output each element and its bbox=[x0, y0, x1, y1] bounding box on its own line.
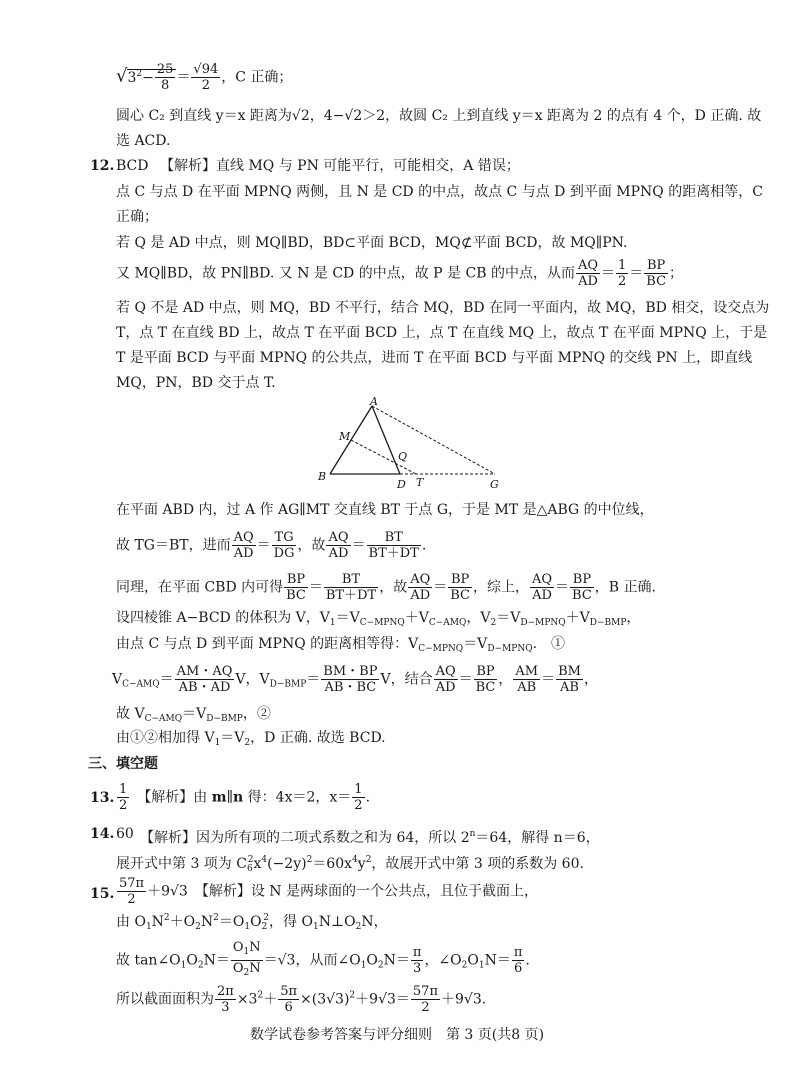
q13-number: 13. bbox=[90, 790, 115, 806]
q12-line-11-text: 故 TG＝BT，进而 bbox=[116, 537, 231, 554]
q12-line-6: 若 Q 不是 AD 中点，则 MQ，BD 不平行，结合 MQ，BD 在同一平面内，故 MQ，BD 相交，设交点为 bbox=[116, 300, 770, 316]
q11-d-line: 圆心 C₂ 到直线 y＝x 距离为√2，4−√2＞2，故圆 C₂ 上到直线 y＝x 距离为 2 的点有 4 个，D 正确. 故 bbox=[116, 108, 762, 124]
q14-line-2: 展开式中第 3 项为 $C_6^2x^4(-2y)^2=60x^4y^2$，故展开式中第 3 项的系数为 60. bbox=[116, 855, 584, 874]
segment-AG bbox=[372, 406, 495, 474]
q15-line-3: 故 $\tan\angle O_1O_2N=$ $\frac{O_1N}{O_2N}$ ＝√3，从而$\angle O_1O_2N=$ $\frac{\pi}{3}$ ，$\angle O_2O_1N=$ $\frac{\pi}{6}$ . bbox=[116, 940, 530, 978]
q14-answer: 60 bbox=[116, 826, 134, 842]
q12-line-5-text: 又 MQ∥BD，故 PN∥BD. 又 N 是 CD 的中点，故 P 是 CB 的中点，从而 bbox=[116, 265, 575, 282]
q15-line-2: 由 $O_1N^2+O_2N^2=O_1O_2^2$，得 $O_1N\perp O_2N$， bbox=[116, 913, 388, 932]
q12-line-8: T 是平面 BCD 与平面 MPNQ 的公共点，进而 T 在平面 BCD 与平面 MPNQ 的交线 PN 上，即直线 bbox=[116, 350, 753, 366]
q15-line-1: $\frac{57\pi}{2}$ ＋9√3 【解析】设 N 是两球面的一个公共点，且位于截面上， bbox=[119, 876, 538, 907]
label-Q: Q bbox=[398, 450, 408, 463]
q15-number: 15. bbox=[90, 886, 115, 902]
q12-number: 12. bbox=[90, 158, 115, 174]
q11-conclusion: 选 ACD. bbox=[116, 133, 171, 149]
q12-line-12-text: 同理，在平面 CBD 内可得 bbox=[116, 579, 284, 596]
page-footer: 数学试卷参考答案与评分细则 第 3 页(共8 页) bbox=[249, 1027, 545, 1043]
q12-line-14: 由点 C 与点 D 到平面 MPNQ 的距离相等得：$V_{C-MPNQ}=V_{D-MPNQ}$. ① bbox=[116, 636, 566, 654]
q12-line-15: $V_{C-AMQ}=$ $\frac{AM・AQ}{AB・AD}$ V，$V_{D-BMP}=$ $\frac{BM・BP}{AB・BC}$ V，结合 $\frac{AQ}{AD}$ ＝ $\frac{BP}{BC}$ ， $\frac{AM}{AB}$ ＝ $\frac{BM}{AB}$ ， bbox=[112, 664, 598, 695]
q12-line-7: T，点 T 在直线 BD 上，故点 T 在平面 BCD 上，点 T 在直线 MQ 上，故点 T 在平面 MPNQ 上，于是 bbox=[116, 325, 768, 341]
q12-line-11: 故 TG＝BT，进而 $\frac{AQ}{AD}$ ＝ $\frac{TG}{DG}$ ，故 $\frac{AQ}{AD}$ ＝ $\frac{BT}{BT+DT}$ . bbox=[116, 530, 427, 561]
label-M: M bbox=[339, 430, 351, 443]
q15-line-4: 所以截面面积为 $\frac{2\pi}{3}$ $\times 3^2+$ $\frac{5\pi}{6}$ $\times(3√3)^2+9√3=$ $\frac{57\pi}{2}$ ＋9√3. bbox=[116, 984, 487, 1015]
label-G: G bbox=[490, 478, 499, 491]
q13-line-1: $\frac{1}{2}$ 【解析】由 m∥n 得：4x＝2，x＝ $\frac{1}{2}$ . bbox=[119, 782, 371, 813]
q12-line-12-end: ，B 正确. bbox=[594, 579, 656, 596]
q12-line-2: 点 C 与点 D 在平面 MPNQ 两侧，且 N 是 CD 的中点，故点 C 与点 D 到平面 MPNQ 的距离相等，C bbox=[116, 184, 763, 200]
label-A: A bbox=[370, 395, 378, 408]
q12-line-1: 【解析】直线 MQ 与 PN 可能平行，可能相交，A 错误； bbox=[160, 158, 520, 174]
label-T: T bbox=[416, 476, 424, 489]
q12-line-5: 又 MQ∥BD，故 PN∥BD. 又 N 是 CD 的中点，故 P 是 CB 的中点，从而 $\frac{AQ}{AD}$ ＝ $\frac{1}{2}$ ＝ $\frac{BP}{BC}$ ； bbox=[116, 258, 684, 289]
q12-line-4: 若 Q 是 AD 中点，则 MQ∥BD，BD⊂平面 BCD，MQ⊄平面 BCD，故 MQ∥PN. bbox=[116, 235, 628, 251]
q12-line-10: 在平面 ABD 内，过 A 作 AG∥MT 交直线 BT 于点 G，于是 MT 是△ABG 的中位线， bbox=[116, 502, 654, 518]
geometry-figure bbox=[310, 395, 510, 492]
q12-line-17: 由①②相加得 $V_1=V_2$，D 正确. 故选 BCD. bbox=[116, 730, 386, 748]
q14-number: 14. bbox=[90, 826, 115, 842]
q12-line-9: MQ，PN，BD 交于点 T. bbox=[116, 375, 276, 391]
q12-line-12: 同理，在平面 CBD 内可得 $\frac{BP}{BC}$ ＝ $\frac{BT}{BT+DT}$ ，故 $\frac{AQ}{AD}$ ＝ $\frac{BP}{BC}$ ，综上， $\frac{AQ}{AD}$ ＝ $\frac{BP}{BC}$ ，B 正确. bbox=[116, 572, 656, 603]
label-D: D bbox=[397, 478, 406, 491]
q14-line-1: 【解析】因为所有项的二项式系数之和为 64，所以 $2^n=64$，解得 n＝6， bbox=[140, 829, 600, 846]
label-B: B bbox=[318, 470, 327, 483]
q11-c-line: $√3^2-$ $\frac{25}{8}$ ＝ $\frac{√94}{2}$ ，C 正确； bbox=[116, 62, 293, 93]
section-fill-in-blank: 三、填空题 bbox=[88, 756, 158, 772]
q12-line-3: 正确； bbox=[116, 209, 158, 225]
q12-line-13: 设四棱锥 A−BCD 的体积为 V，$V_1=V_{C-MPNQ}+V_{C-AMQ}$，$V_2=V_{D-MPNQ}+V_{D-BMP}$， bbox=[116, 610, 641, 628]
q12-line-16: 故 $V_{C-AMQ}=V_{D-BMP}$，② bbox=[116, 706, 271, 724]
q12-answer: BCD bbox=[116, 158, 149, 174]
